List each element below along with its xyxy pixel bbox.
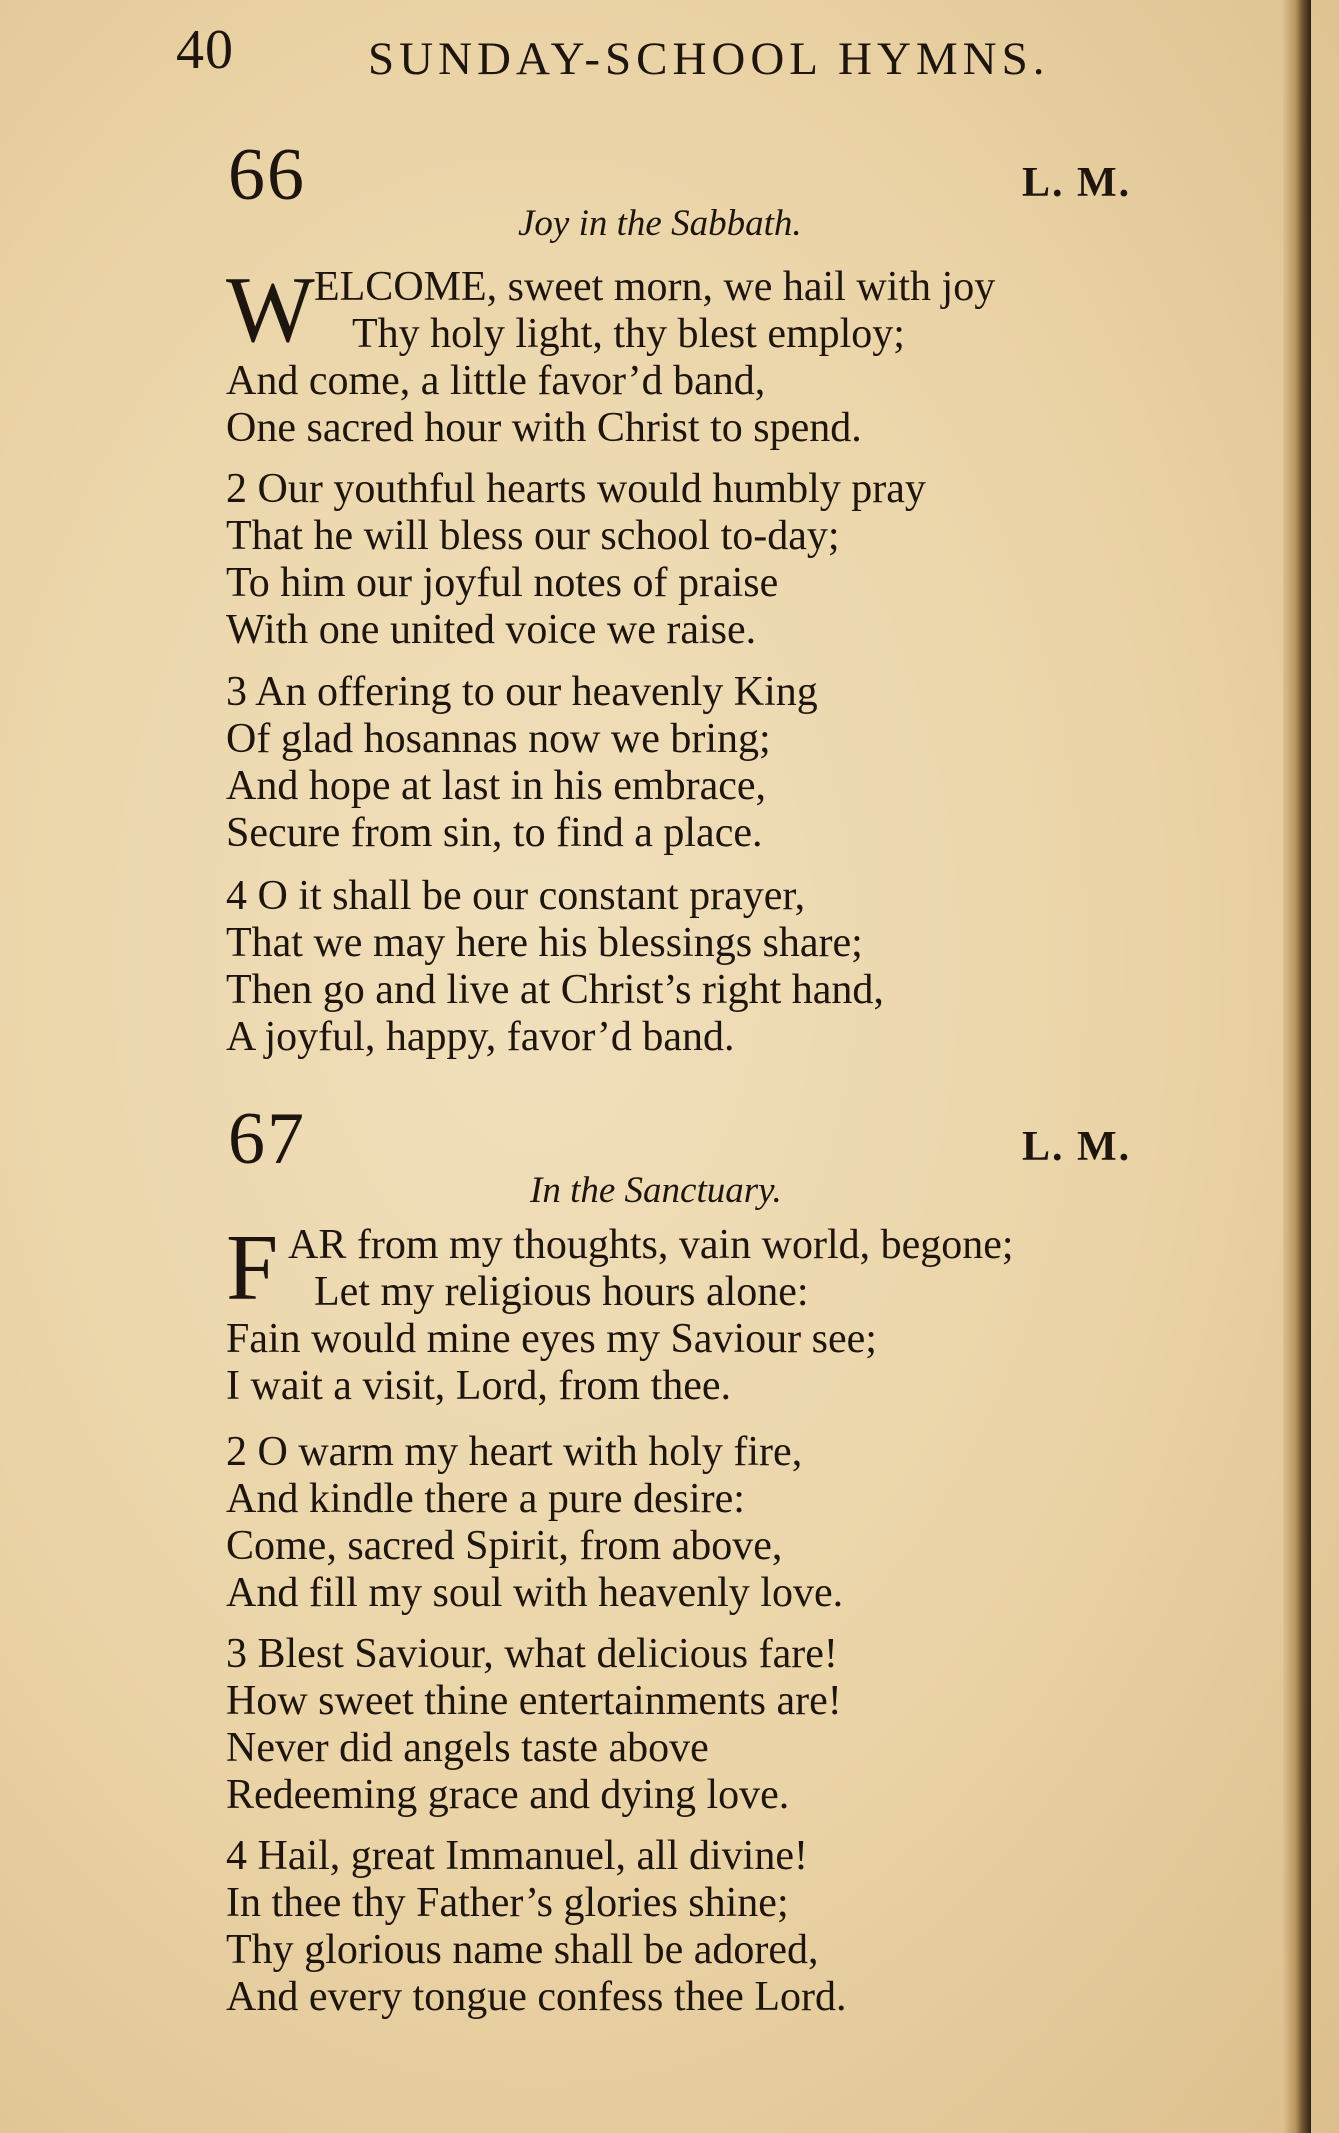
verse-line: Come, sacred Spirit, from above,: [226, 1523, 783, 1569]
verse-line: Then go and live at Christ’s right hand,: [226, 967, 884, 1013]
book-binding-edge: [1283, 0, 1311, 2133]
verse-line: 4 O it shall be our constant prayer,: [226, 873, 806, 919]
verse-line: Redeeming grace and dying love.: [226, 1772, 790, 1818]
drop-cap: F: [226, 1216, 279, 1320]
verse-line: Let my religious hours alone:: [314, 1269, 809, 1315]
verse-line: ELCOME, sweet morn, we hail with joy: [314, 264, 996, 310]
verse-line: In thee thy Father’s glories shine;: [226, 1880, 789, 1926]
verse-line: AR from my thoughts, vain world, begone;: [288, 1222, 1014, 1268]
verse-line: Secure from sin, to find a place.: [226, 810, 763, 856]
hymn-meter: L. M.: [1022, 1124, 1132, 1170]
verse-line: 4 Hail, great Immanuel, all divine!: [226, 1833, 808, 1879]
verse-line: One sacred hour with Christ to spend.: [226, 405, 862, 451]
verse-line: Thy glorious name shall be adored,: [226, 1927, 819, 1973]
hymn-number: 67: [228, 1098, 306, 1180]
verse-line: That we may here his blessings share;: [226, 920, 863, 966]
hymn-meter: L. M.: [1022, 160, 1132, 206]
hymn-subtitle: In the Sanctuary.: [530, 1170, 782, 1211]
verse-line: 3 An offering to our heavenly King: [226, 669, 818, 715]
verse-line: And kindle there a pure desire:: [226, 1476, 745, 1522]
verse-line: Thy holy light, thy blest employ;: [352, 311, 905, 357]
verse-line: How sweet thine entertainments are!: [226, 1678, 842, 1724]
verse-line: That he will bless our school to-day;: [226, 513, 840, 559]
verse-line: And every tongue confess thee Lord.: [226, 1974, 847, 2020]
verse-line: And hope at last in his embrace,: [226, 763, 767, 809]
verse-line: 2 O warm my heart with holy fire,: [226, 1429, 803, 1475]
running-title: SUNDAY-SCHOOL HYMNS.: [368, 33, 1050, 85]
verse-line: To him our joyful notes of praise: [226, 560, 779, 606]
verse-line: And fill my soul with heavenly love.: [226, 1570, 844, 1616]
verse-line: And come, a little favor’d band,: [226, 358, 766, 404]
verse-line: Never did angels taste above: [226, 1725, 709, 1771]
verse-line: With one united voice we raise.: [226, 607, 757, 653]
verse-line: Of glad hosannas now we bring;: [226, 716, 771, 762]
verse-line: I wait a visit, Lord, from thee.: [226, 1363, 732, 1409]
verse-line: 2 Our youthful hearts would humbly pray: [226, 466, 926, 512]
page-number: 40: [176, 19, 234, 81]
verse-line: A joyful, happy, favor’d band.: [226, 1014, 735, 1060]
hymn-number: 66: [228, 134, 306, 216]
verse-line: Fain would mine eyes my Saviour see;: [226, 1316, 877, 1362]
drop-cap: W: [226, 258, 315, 362]
hymn-subtitle: Joy in the Sabbath.: [518, 203, 802, 244]
verse-line: 3 Blest Saviour, what delicious fare!: [226, 1631, 838, 1677]
